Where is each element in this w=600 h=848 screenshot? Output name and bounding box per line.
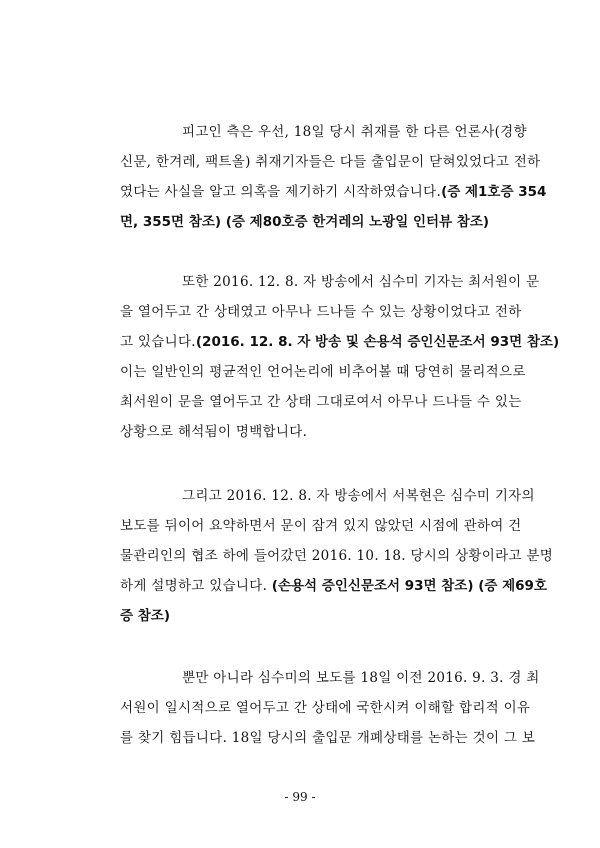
paragraph-2-line-3 <box>120 332 560 352</box>
body-text: 상황으로 해석됨이 명백합니다. <box>120 424 308 440</box>
paragraph-4-line-1 <box>182 668 540 688</box>
paragraph-2-line-6 <box>120 422 520 442</box>
page-number: - 99 - <box>284 790 316 804</box>
body-text: 였다는 사실을 알고 의혹을 제기하기 시작하였습니다. <box>120 184 442 200</box>
paragraph-3-line-4 <box>120 576 547 596</box>
body-text: 최서원이 문을 열어두고 간 상태 그대로여서 아무나 드나들 수 있는 <box>120 394 522 410</box>
paragraph-3-line-1 <box>182 486 535 506</box>
body-text: 또한 2016. 12. 8. 자 방송에서 심수미 기자는 최서원이 문 <box>182 274 540 290</box>
paragraph-2-line-4 <box>120 362 526 382</box>
citation-text: 증 참조) <box>120 608 170 624</box>
paragraph-1-line-3 <box>120 182 547 202</box>
paragraph-1-line-1 <box>182 122 527 142</box>
paragraph-2-line-1 <box>182 272 540 292</box>
body-text: 물관리인의 협조 하에 들어갔던 2016. 10. 18. 당시의 상황이라고 분명 <box>120 548 554 564</box>
body-text: 고 있습니다. <box>120 334 196 350</box>
paragraph-4-line-3 <box>120 728 536 748</box>
paragraph-3-line-2 <box>120 516 520 536</box>
body-text: 뿐만 아니라 심수미의 보도를 18일 이전 2016. 9. 3. 경 최 <box>182 670 540 686</box>
body-text: 이는 일반인의 평균적인 언어논리에 비추어볼 때 당연히 물리적으로 <box>120 364 526 380</box>
body-text: 피고인 측은 우선, 18일 당시 취재를 한 다른 언론사(경향 <box>182 124 527 140</box>
paragraph-1-line-4 <box>120 212 520 232</box>
paragraph-2-line-5 <box>120 392 520 412</box>
body-text: 그리고 2016. 12. 8. 자 방송에서 서복현은 심수미 기자의 <box>182 488 535 504</box>
paragraph-2-line-2 <box>120 302 520 322</box>
body-text: 보도를 뒤이어 요약하면서 문이 잠겨 있지 않았던 시점에 관하여 건 <box>120 518 522 534</box>
citation-text: (2016. 12. 8. 자 방송 및 손용석 증인신문조서 93면 참조) <box>195 334 560 350</box>
body-text: 를 찾기 힘듭니다. 18일 당시의 출입문 개폐상태를 논하는 것이 그 보 <box>120 730 536 746</box>
body-text: 을 열어두고 간 상태였고 아무나 드나들 수 있는 상황이었다고 전하 <box>120 304 522 320</box>
paragraph-1-line-2 <box>120 152 541 172</box>
citation-text: 면, 355면 참조) (증 제80호증 한겨레의 노광일 인터뷰 참조) <box>120 214 490 230</box>
citation-text: (증 제1호증 354 <box>441 184 547 200</box>
paragraph-3-line-5 <box>120 606 520 626</box>
paragraph-4-line-2 <box>120 698 531 718</box>
body-text: 하게 설명하고 있습니다. <box>120 578 272 594</box>
citation-text: (손용석 증인신문조서 93면 참조) (증 제69호 <box>271 578 547 594</box>
body-text: 신문, 한겨레, 팩트올) 취재기자들은 다들 출입문이 닫혀있었다고 전하 <box>120 154 541 170</box>
body-text: 서원이 일시적으로 열어두고 간 상태에 국한시켜 이해할 합리적 이유 <box>120 700 531 716</box>
paragraph-3-line-3 <box>120 546 554 566</box>
